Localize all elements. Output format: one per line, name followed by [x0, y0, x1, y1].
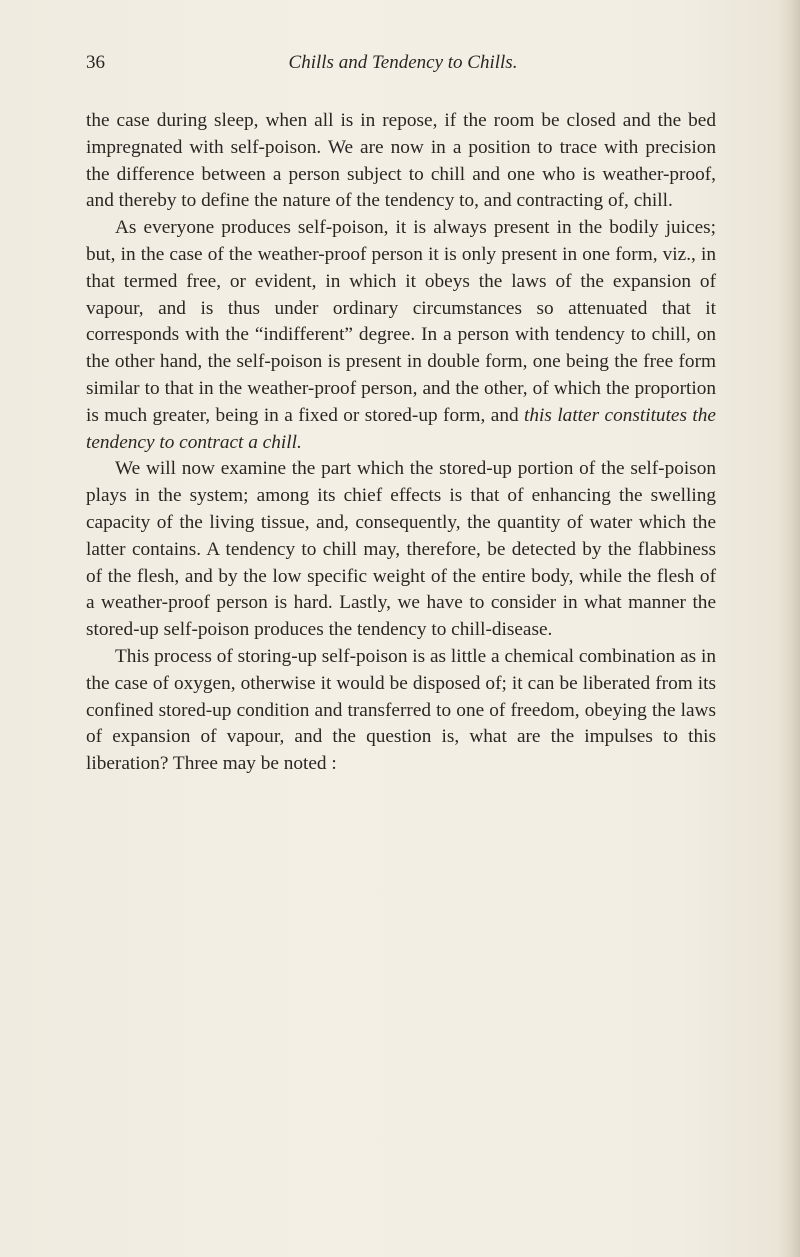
page-number: 36 [86, 52, 105, 73]
paragraph-continuation [86, 108, 716, 215]
paragraph-text: This process of storing-up self-poison is as little a chemical combination as in the case of oxygen, otherwise it would be disposed of; it can be liberated from its confined stored-up condition and transferred to one of freedom, obeying the laws of expansion of vapour, and the question is, what are the impulses to this liberation? Three may be noted : [86, 645, 716, 775]
paragraph-text: As everyone produces self-poison, it is always present in the bodily juices; but, in the case of the weather-proof person it is only present in one form, viz., in that termed free, or evident, in which it obeys the laws of the expansion of vapour, and is thus under ordinary circumstances so attenuated that it corresponds with the “indifferent” degree. In a person with tendency to chill, on the other hand, the self-poison is present in double form, one being the free form similar to that in the weather-proof person, and the other, of which the proportion is much greater, being in a fixed or stored-up form, and [86, 217, 716, 426]
paragraph-storing-process [86, 644, 716, 778]
paragraph-self-poison-forms [86, 215, 716, 456]
italic-emphasis: this latter constitutes the tendency to contract a chill. [86, 404, 716, 453]
paragraph-text: We will now examine the part which the stored-up portion of the self-poison plays in the system; among its chief effects is that of enhancing the swelling capacity of the living tissue, and, consequently, the quantity of water which the latter contains. A tendency to chill may, therefore, be detected by the flabbiness of the flesh, and by the low specific weight of the entire body, while the flesh of a weather-proof person is hard. Lastly, we have to consider in what manner the stored-up self-poison produces the tendency to chill-disease. [86, 458, 716, 641]
paragraph-text: the case during sleep, when all is in repose, if the room be closed and the bed impregnated with self-poison. We are now in a position to trace with precision the difference between a person subject to chill and one who is weather-proof, and thereby to define the nature of the tendency to, and contracting of, chill. [86, 110, 716, 212]
body-text [86, 108, 716, 778]
paragraph-stored-up-portion [86, 456, 716, 644]
page-edge-shadow [778, 0, 800, 1257]
running-title: Chills and Tendency to Chills. [288, 52, 518, 73]
running-head [86, 52, 720, 86]
